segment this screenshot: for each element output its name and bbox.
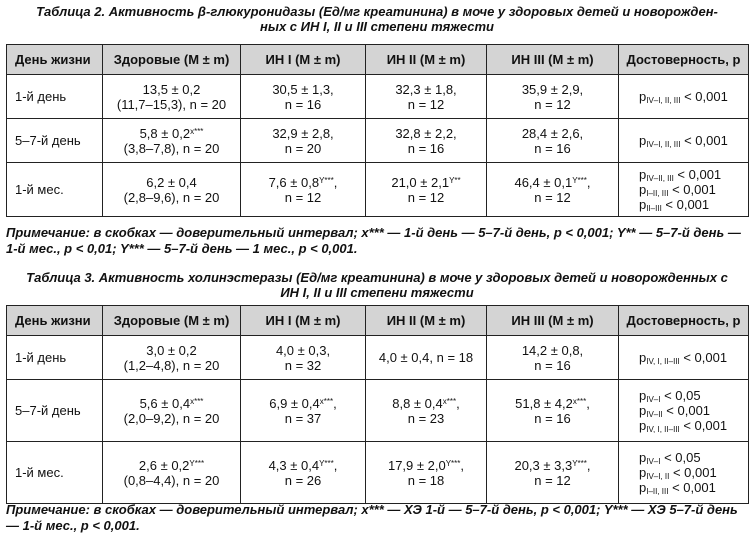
in1-cell: 4,0 ± 0,3, n = 32 bbox=[241, 336, 366, 380]
table3-caption-line2: ИН I, II и III степени тяжести bbox=[280, 285, 474, 300]
table-row bbox=[7, 119, 749, 163]
day-cell: 1-й день bbox=[7, 336, 103, 380]
in2-cell: $21,0 \pm 2,1^{Y**}$ n = 12 bbox=[366, 163, 487, 217]
in1-cell: 30,5 ± 1,3, n = 16 bbox=[241, 75, 366, 119]
significance-cell: $p_{IV-I, II, III} < 0,001$ bbox=[619, 119, 749, 163]
healthy-cell: 6,2 ± 0,4 (2,8–9,6), n = 20 bbox=[103, 163, 241, 217]
in3-cell: 14,2 ± 0,8, n = 16 bbox=[487, 336, 619, 380]
header-healthy: Здоровые (М ± m) bbox=[103, 45, 241, 75]
significance-cell: $p_{IV-I, II, III} < 0,001$ bbox=[619, 75, 749, 119]
in3-cell: $51,8 \pm 4,2^{x***}$, n = 16 bbox=[487, 380, 619, 442]
in1-cell: $4,3 \pm 0,4^{Y***}$, n = 26 bbox=[241, 442, 366, 504]
header-in1: ИН I (М ± m) bbox=[241, 306, 366, 336]
table-row bbox=[7, 75, 749, 119]
in3-cell: $20,3 \pm 3,3^{Y***}$, n = 12 bbox=[487, 442, 619, 504]
day-cell: 1-й мес. bbox=[7, 442, 103, 504]
day-cell: 5–7-й день bbox=[7, 119, 103, 163]
header-in2: ИН II (М ± m) bbox=[366, 45, 487, 75]
table3-caption bbox=[2, 270, 752, 300]
table3-note: Примечание: в скобках — доверительный интервал; x*** — ХЭ 1-й — 5–7-й день, p < 0,001; Y*** — ХЭ 5–7-й день — 1-й мес., p < 0,001. bbox=[6, 502, 738, 533]
header-day: День жизни bbox=[7, 45, 103, 75]
in2-cell: 32,3 ± 1,8, n = 12 bbox=[366, 75, 487, 119]
in2-cell: 4,0 ± 0,4, n = 18 bbox=[366, 336, 487, 380]
day-cell: 5–7-й день bbox=[7, 380, 103, 442]
in3-cell: 28,4 ± 2,6, n = 16 bbox=[487, 119, 619, 163]
table-row bbox=[7, 442, 749, 504]
table2-caption bbox=[2, 4, 752, 34]
header-in3: ИН III (М ± m) bbox=[487, 306, 619, 336]
table3-header-row bbox=[7, 306, 749, 336]
day-cell: 1-й мес. bbox=[7, 163, 103, 217]
healthy-cell: $2,6 \pm 0,2^{Y***}$ (0,8–4,4), n = 20 bbox=[103, 442, 241, 504]
header-significance: Достоверность, р bbox=[619, 45, 749, 75]
healthy-cell: 13,5 ± 0,2 (11,7–15,3), n = 20 bbox=[103, 75, 241, 119]
header-significance: Достоверность, р bbox=[619, 306, 749, 336]
table2-caption-line2: ных с ИН I, II и III степени тяжести bbox=[260, 19, 494, 34]
table2-note: Примечание: в скобках — доверительный интервал; x*** — 1-й день — 5–7-й день, p < 0,001; Y** — 5–7-й день — 1-й мес., p < 0,01; Y*** — 5–7-й день — 1 мес., p < 0,001. bbox=[6, 225, 741, 256]
healthy-cell: 3,0 ± 0,2 (1,2–4,8), n = 20 bbox=[103, 336, 241, 380]
day-cell: 1-й день bbox=[7, 75, 103, 119]
in1-cell: $7,6 \pm 0,8^{Y***}$, n = 12 bbox=[241, 163, 366, 217]
header-in1: ИН I (М ± m) bbox=[241, 45, 366, 75]
table2-caption-line1: Таблица 2. Активность β-глюкуронидазы (Ед/мг креатинина) в моче у здоровых детей и новорожден- bbox=[36, 4, 718, 19]
healthy-cell: $5,6 \pm 0,4^{x***}$ (2,0–9,2), n = 20 bbox=[103, 380, 241, 442]
in1-cell: 32,9 ± 2,8, n = 20 bbox=[241, 119, 366, 163]
significance-cell: $p_{IV, I, II-III} < 0,001$ bbox=[619, 336, 749, 380]
healthy-cell: $5,8 \pm 0,2^{x***}$ (3,8–7,8), n = 20 bbox=[103, 119, 241, 163]
table2-header-row bbox=[7, 45, 749, 75]
table-row bbox=[7, 380, 749, 442]
table3 bbox=[6, 305, 749, 504]
table3-caption-line1: Таблица 3. Активность холинэстеразы (Ед/мг креатинина) в моче у здоровых детей и новорожденных с bbox=[26, 270, 728, 285]
header-day: День жизни bbox=[7, 306, 103, 336]
table2 bbox=[6, 44, 749, 217]
in2-cell: $17,9 \pm 2,0^{Y***}$, n = 18 bbox=[366, 442, 487, 504]
in1-cell: $6,9 \pm 0,4^{x***}$, n = 37 bbox=[241, 380, 366, 442]
in3-cell: $46,4 \pm 0,1^{Y***}$, n = 12 bbox=[487, 163, 619, 217]
table-row bbox=[7, 336, 749, 380]
in3-cell: 35,9 ± 2,9, n = 12 bbox=[487, 75, 619, 119]
significance-cell: $p_{IV-I} < 0,05$ $p_{IV-II} < 0,001$ $p_{IV, I, II-III} < 0,001$ bbox=[619, 380, 749, 442]
header-in3: ИН III (М ± m) bbox=[487, 45, 619, 75]
significance-cell: $p_{IV-II, III} < 0,001$ $p_{I-II, III} < 0,001$ $p_{II-III} < 0,001$ bbox=[619, 163, 749, 217]
significance-cell: $p_{IV-I} < 0,05$ $p_{IV-I, II} < 0,001$ $p_{I-II, III} < 0,001$ bbox=[619, 442, 749, 504]
in2-cell: 32,8 ± 2,2, n = 16 bbox=[366, 119, 487, 163]
header-in2: ИН II (М ± m) bbox=[366, 306, 487, 336]
in2-cell: $8,8 \pm 0,4^{x***}$, n = 23 bbox=[366, 380, 487, 442]
table-row bbox=[7, 163, 749, 217]
header-healthy: Здоровые (М ± m) bbox=[103, 306, 241, 336]
